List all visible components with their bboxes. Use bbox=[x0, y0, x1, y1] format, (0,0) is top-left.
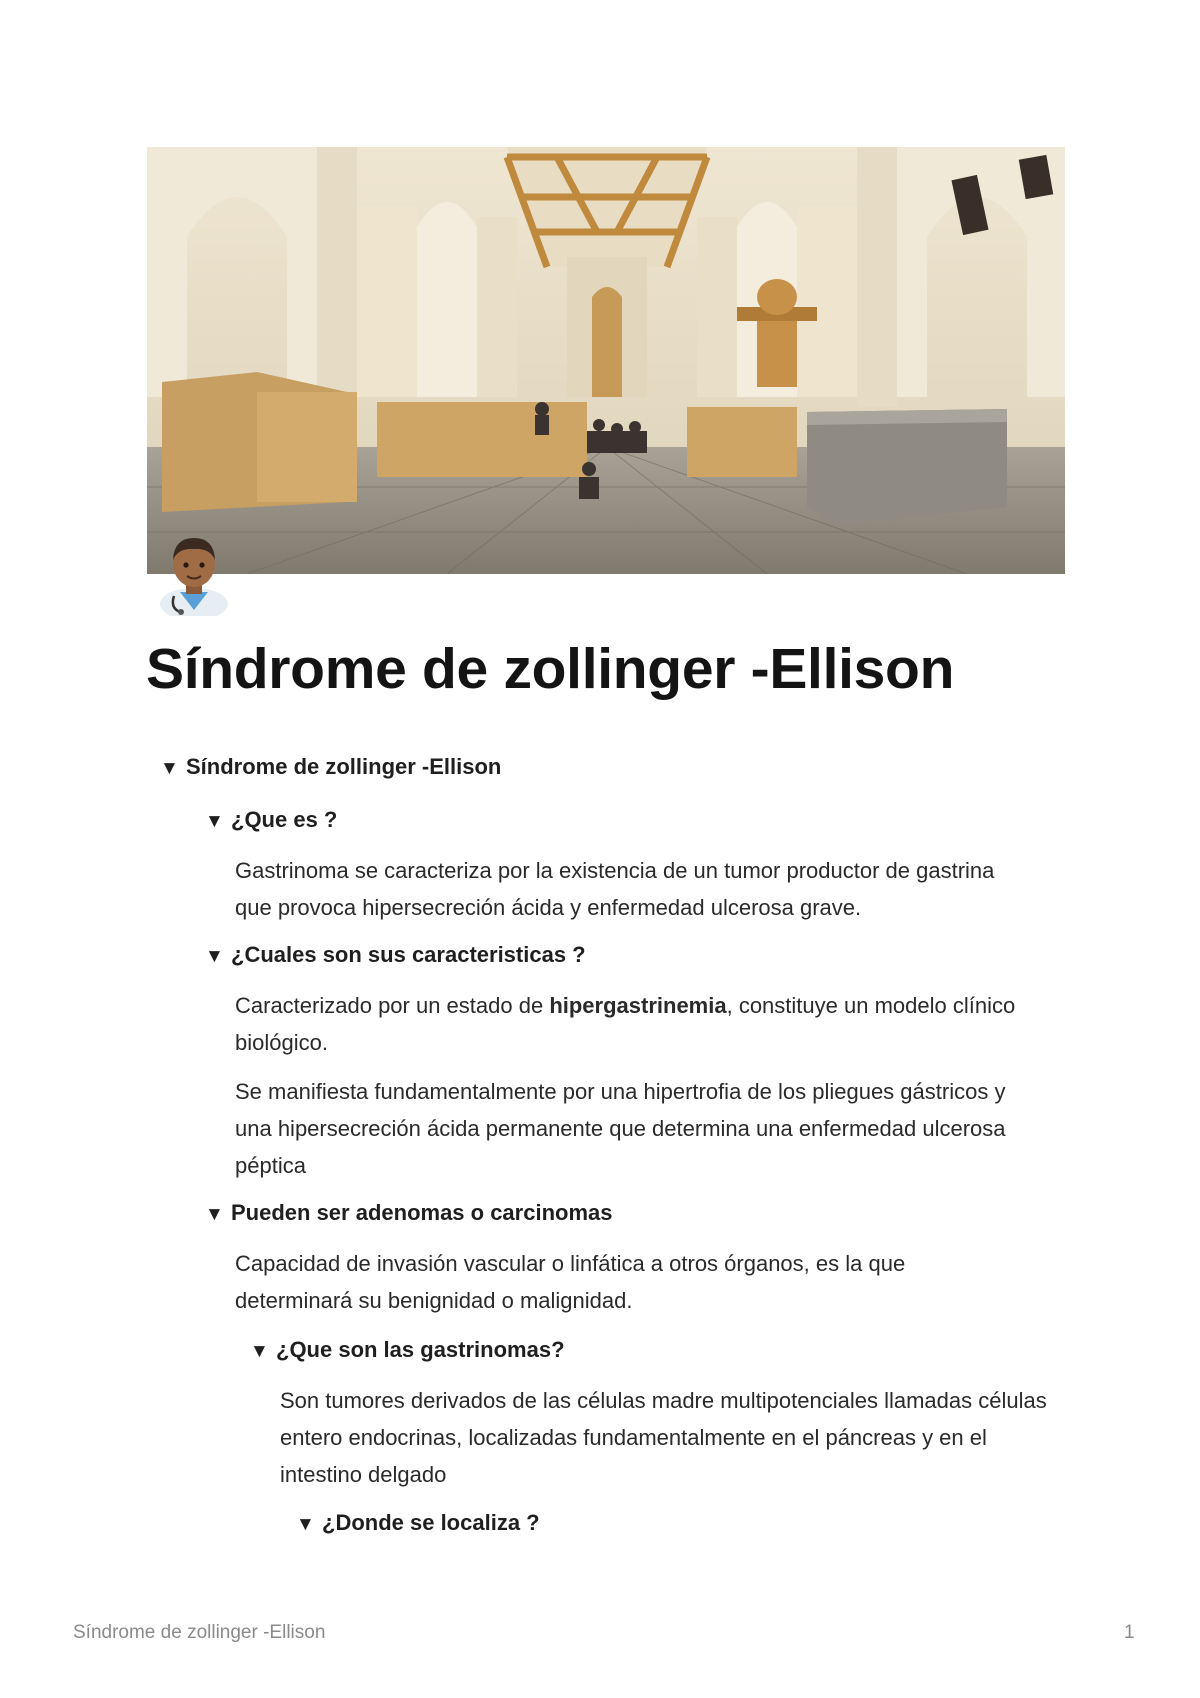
toggle-triangle-icon[interactable]: ▼ bbox=[250, 1341, 269, 1362]
toggle-que-es[interactable] bbox=[205, 805, 337, 837]
toggle-label: ¿Que son las gastrinomas? bbox=[276, 1337, 565, 1362]
toggle-triangle-icon[interactable]: ▼ bbox=[296, 1514, 315, 1535]
paragraph-bold-term: hipergastrinemia bbox=[549, 993, 727, 1018]
toggle-caracteristicas[interactable] bbox=[205, 940, 586, 972]
paragraph-caracteristicas-2: Se manifiesta fundamentalmente por una hipertrofia de los pliegues gástricos y una hipersecreción ácida permanente que determina una enfermedad ulcerosa péptica bbox=[235, 1079, 1006, 1178]
page-title: Síndrome de zollinger -Ellison bbox=[146, 637, 955, 701]
toggle-label: ¿Que es ? bbox=[231, 807, 338, 832]
paragraph-text: , constituye un modelo clínico biológico. bbox=[235, 993, 1016, 1055]
page-number: 1 bbox=[1124, 1622, 1135, 1643]
toggle-triangle-icon[interactable]: ▼ bbox=[160, 758, 179, 779]
toggle-donde-se-localiza[interactable] bbox=[296, 1508, 540, 1540]
toggle-triangle-icon[interactable]: ▼ bbox=[205, 811, 224, 832]
paragraph-adenomas: Capacidad de invasión vascular o linfática a otros órganos, es la que determinará su benignidad o malignidad. bbox=[235, 1251, 906, 1313]
toggle-sindrome[interactable] bbox=[160, 752, 501, 784]
paragraph-caracteristicas-1 bbox=[235, 987, 1035, 1061]
toggle-triangle-icon[interactable]: ▼ bbox=[205, 946, 224, 967]
paragraph-text: Caracterizado por un estado de bbox=[235, 993, 550, 1018]
toggle-label: ¿Cuales son sus caracteristicas ? bbox=[231, 942, 586, 967]
paragraph-gastrinomas: Son tumores derivados de las células madre multipotenciales llamadas células entero endocrinas, localizadas fundamentalmente en el páncreas y en el intestino delgado bbox=[280, 1388, 1047, 1487]
cover-image bbox=[147, 147, 1065, 574]
toggle-adenomas[interactable] bbox=[205, 1198, 613, 1230]
doctor-emoji-icon bbox=[154, 530, 234, 616]
toggle-label: Pueden ser adenomas o carcinomas bbox=[231, 1200, 613, 1225]
toggle-gastrinomas[interactable] bbox=[250, 1335, 565, 1367]
paragraph-que-es: Gastrinoma se caracteriza por la existencia de un tumor productor de gastrina que provoca hipersecreción ácida y enfermedad ulcerosa grave. bbox=[235, 858, 995, 920]
toggle-triangle-icon[interactable]: ▼ bbox=[205, 1204, 224, 1225]
toggle-label: ¿Donde se localiza ? bbox=[322, 1510, 540, 1535]
footer-title: Síndrome de zollinger -Ellison bbox=[73, 1622, 326, 1643]
toggle-label: Síndrome de zollinger -Ellison bbox=[186, 754, 502, 779]
